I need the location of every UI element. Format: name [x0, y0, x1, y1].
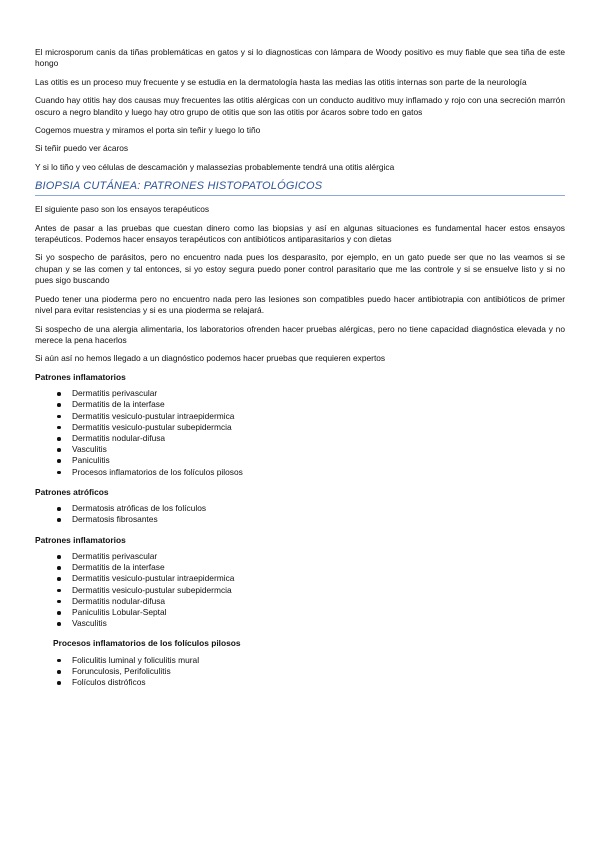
- list-item-text: Dermatitis perivascular: [72, 550, 158, 561]
- list-item-text: Procesos inflamatorios de los folículos pilosos: [72, 466, 243, 477]
- list-item-text: Dermatosis atróficas de los folículos: [72, 503, 207, 514]
- paragraph: Cuando hay otitis hay dos causas muy frecuentes las otitis alérgicas con un conducto auditivo muy inflamado y rojo con una secreción marrón oscuro a negro blandito y luego hay otro grupo de otitis que son las otitis por ácaros sobre todo en gatos: [35, 95, 565, 117]
- list-item-text: Foliculitis luminal y foliculitis mural: [72, 654, 200, 665]
- paragraph: Si sospecho de una alergia alimentaria, los laboratorios ofrenden hacer pruebas alérgicas, pero no tiene capacidad diagnóstica elevada y no merece la pena hacerlos: [35, 323, 565, 345]
- list-title: Patrones inflamatorios: [35, 371, 126, 382]
- bullet-list: [35, 503, 565, 525]
- list-title: Patrones inflamatorios: [35, 534, 126, 545]
- list-item-text: Dermatitis vesiculo-pustular intraepidermica: [72, 410, 235, 421]
- list-item-text: Dermatitis nodular-difusa: [72, 595, 166, 606]
- list-item-text: Dermatitis vesiculo-pustular subepidermcia: [72, 421, 232, 432]
- list-item-text: Vasculitis: [72, 444, 107, 455]
- paragraph: El microsporum canis da tiñas problemáticas en gatos y si lo diagnosticas con lámpara de Woody positivo es muy fiable que sea tiña de este hongo: [35, 47, 565, 69]
- list-item: [35, 411, 565, 422]
- paragraph: Si teñir puedo ver ácaros: [35, 143, 129, 154]
- bullet-list: [35, 655, 565, 689]
- list-item: [35, 455, 565, 466]
- paragraph: Puedo tener una pioderma pero no encuentro nada pero las lesiones son compatibles puedo hacer antibiotrapia con antibióticos de primer nivel para evitar resistencias y si es una pioderma se relajará.: [35, 293, 565, 316]
- list-item-text: Vasculitis: [72, 618, 107, 629]
- list-item: [35, 596, 565, 607]
- list-item-text: Forunculosis, Perifoliculitis: [72, 666, 171, 676]
- list-item: [35, 666, 565, 677]
- list-item: [35, 607, 565, 618]
- list-item: [35, 503, 565, 514]
- list-item: [35, 585, 565, 596]
- list-item: [35, 388, 565, 399]
- list-item: [35, 433, 565, 444]
- body-section: [35, 204, 565, 364]
- paragraph: Las otitis es un proceso muy frecuente y se estudia en la dermatología hasta las medias las otitis internas son parte de la neurología: [35, 76, 527, 87]
- list-item: [35, 618, 565, 629]
- list-item-text: Paniculitis Lobular-Septal: [72, 606, 167, 617]
- list-item: [35, 422, 565, 433]
- list-item-text: Dermatitis de la interfase: [72, 399, 165, 410]
- list-item: [35, 467, 565, 478]
- list-item-text: Folículos distróficos: [72, 677, 146, 688]
- list-item-text: Dermatitis de la interfase: [72, 562, 165, 573]
- list-item-text: Dermatitis vesiculo-pustular subepidermcia: [72, 584, 232, 595]
- paragraph: El siguiente paso son los ensayos terapéuticos: [35, 204, 210, 215]
- paragraph: Antes de pasar a las pruebas que cuestan dinero como las biopsias y así en algunas situaciones es fundamental hacer estos ensayos terapéuticos. Podemos hacer ensayos terapéuticos con antibióticos antiparasitarios y con dietas: [35, 222, 565, 245]
- section-heading: BIOPSIA CUTÁNEA: PATRONES HISTOPATOLÓGICOS: [35, 180, 565, 196]
- list-item: [35, 655, 565, 666]
- list-item-text: Paniculitis: [72, 455, 110, 466]
- list-item: [35, 514, 565, 525]
- list-title: Patrones atróficos: [35, 486, 109, 497]
- bullet-list: [35, 388, 565, 478]
- list-item-text: Dermatitis nodular-difusa: [72, 432, 166, 443]
- intro-section: [35, 47, 565, 173]
- list-item: [35, 562, 565, 573]
- paragraph: Si yo sospecho de parásitos, pero no encuentro nada pues los desparasito, por ejemplo, en un gato puede ser que no las veamos si se chupan y se las comen y tal entonces, si yo estoy segura puedo poner control parasitario que me las controle y si se ensuelve listo y si no pues sigo buscando: [35, 252, 565, 286]
- list-item: [35, 399, 565, 410]
- list-item: [35, 444, 565, 455]
- paragraph: Si aún así no hemos llegado a un diagnóstico podemos hacer pruebas que requieren expertos: [35, 353, 386, 364]
- bullet-list: [35, 551, 565, 629]
- paragraph: Y si lo tiño y veo células de descamación y malassezias probablemente tendrá una otitis alérgica: [35, 161, 395, 172]
- list-item-text: Dermatitis vesiculo-pustular intraepidermica: [72, 573, 235, 584]
- list-item: [35, 551, 565, 562]
- list-item-text: Dermatosis fibrosantes: [72, 514, 158, 525]
- list-title: Procesos inflamatorios de los folículos pilosos: [53, 638, 241, 649]
- list-item-text: Dermatitis perivascular: [72, 388, 158, 399]
- list-item: [35, 677, 565, 688]
- list-item: [35, 573, 565, 584]
- paragraph: Cogemos muestra y miramos el porta sin teñir y luego lo tiño: [35, 125, 261, 136]
